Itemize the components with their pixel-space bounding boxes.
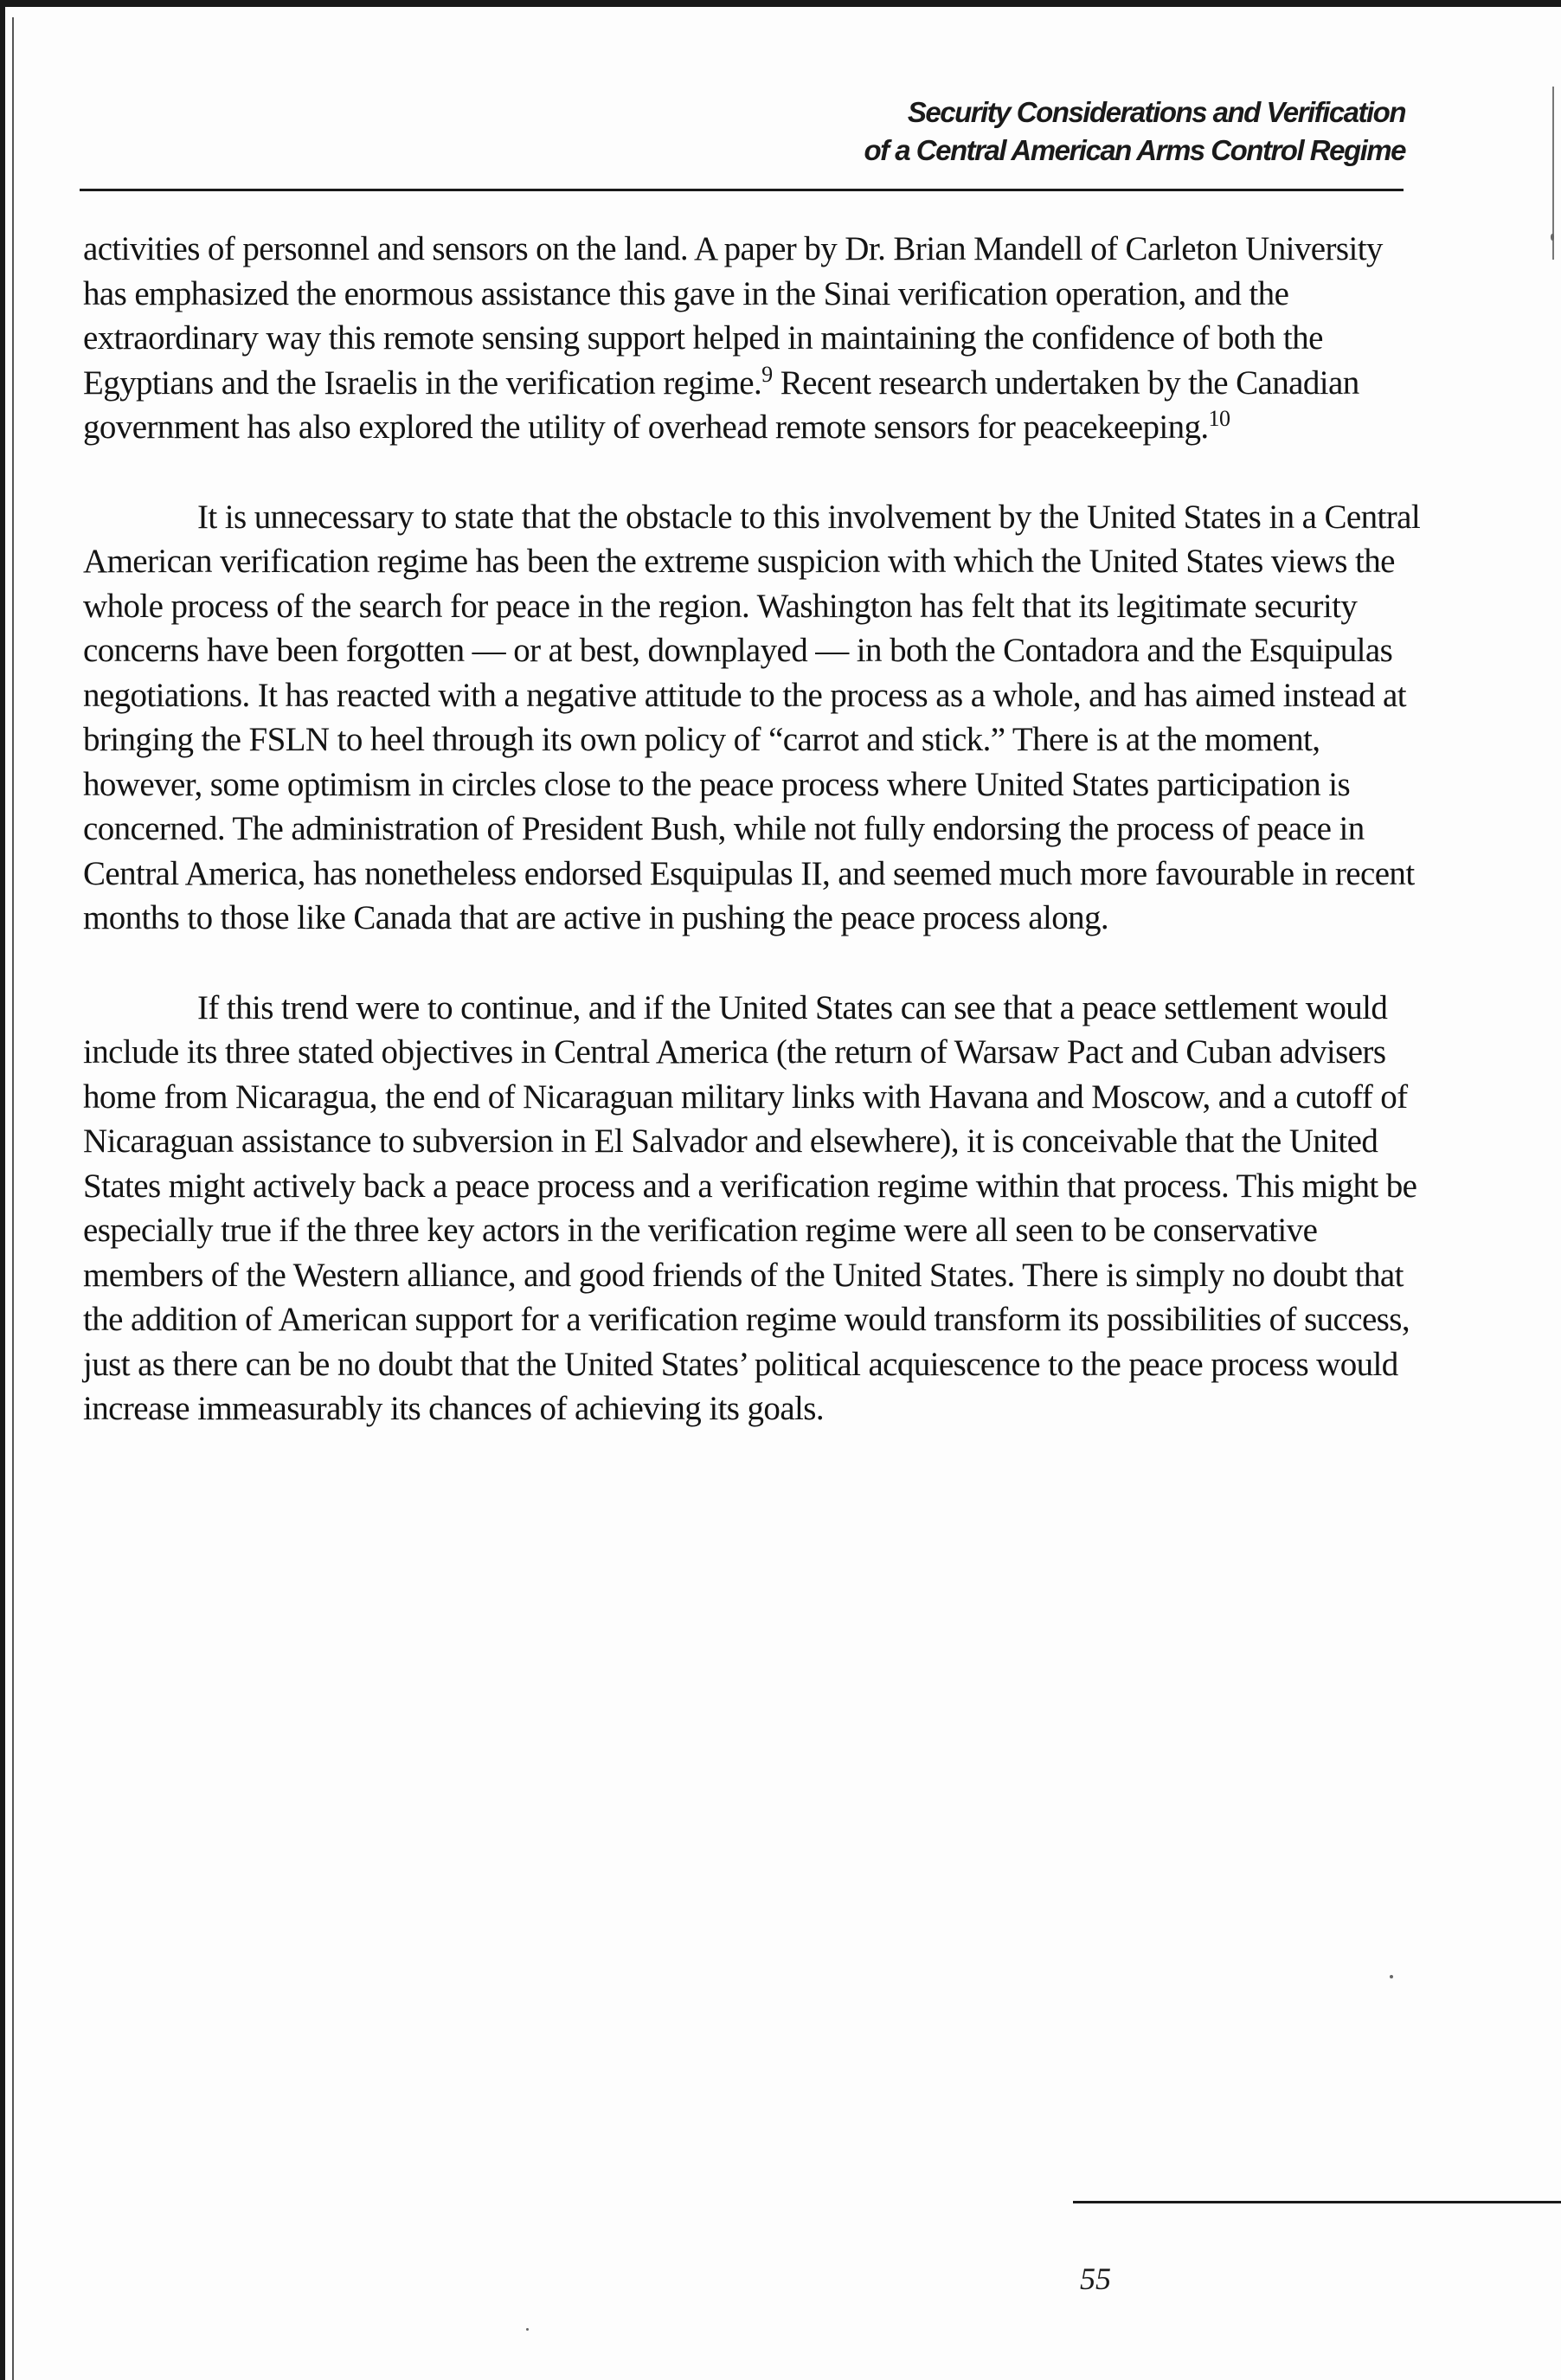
scan-binding-line [12,17,14,2380]
running-header [864,93,1405,170]
scan-edge-left [0,0,5,2380]
page-number: 55 [1080,2261,1111,2296]
body-text [83,227,1433,1476]
footnote-ref-10: 10 [1208,406,1230,431]
header-rule [80,189,1404,191]
scan-edge-top [0,0,1561,7]
paragraph-1 [83,227,1433,450]
paragraph-2: It is unnecessary to state that the obstacle to this involvement by the United States in a Central American verification regime has been the extreme suspicion with which the United States views the whole process of the search for peace in the region. Washington has felt that its legitimate security concerns have been forgotten — or at best, downplayed — in both the Contadora and the Esquipulas negotiations. It has reacted with a negative attitude to the process as a whole, and has aimed instead at bringing the FSLN to heel through its own policy of “carrot and stick.” There is at the moment, however, some optimism in circles close to the peace process where United States participation is concerned. The administration of President Bush, while not fully endorsing the process of peace in Central America, has nonetheless endorsed Esquipulas II, and seemed much more favourable in recent months to those like Canada that are active in pushing the peace process along. [83,498,1421,936]
running-header-line-2: of a Central American Arms Control Regime [864,134,1405,166]
paragraph-1-text-b: Recent research undertaken by the Canadian government has also explored the utility of overhead remote sensors for peacekeeping. [83,363,1359,446]
scan-speck [526,2328,529,2331]
footnote-ref-9: 9 [761,361,773,387]
running-header-line-1: Security Considerations and Verification [907,96,1405,128]
paragraph-1-text-a: activities of personnel and sensors on the land. A paper by Dr. Brian Mandell of Carleton University has emphasized the enormous assistance this gave in the Sinai verification operation, and the extraordinary way this remote sensing support helped in maintaining the confidence of both the Egyptians and the Israelis in the verification regime. [83,230,1383,402]
footer-rule [1073,2201,1561,2203]
scan-speck [1390,1975,1393,1978]
paragraph-3: If this trend were to continue, and if the United States can see that a peace settlement would include its three stated objectives in Central America (the return of Warsaw Pact and Cuban advisers home from Nicaragua, the end of Nicaraguan military links with Havana and Moscow, and a cutoff of Nicaraguan assistance to subversion in El Salvador and elsewhere), it is conceivable that the United States might actively back a peace process and a verification regime within that process. This might be especially true if the three key actors in the verification regime were all seen to be conservative members of the Western alliance, and good friends of the United States. There is simply no doubt that the addition of American support for a verification regime would transform its possibilities of success, just as there can be no doubt that the United States’ political acquiescence to the peace process would increase immeasurably its chances of achieving its goals. [83,988,1417,1427]
scan-speck [1551,234,1554,241]
